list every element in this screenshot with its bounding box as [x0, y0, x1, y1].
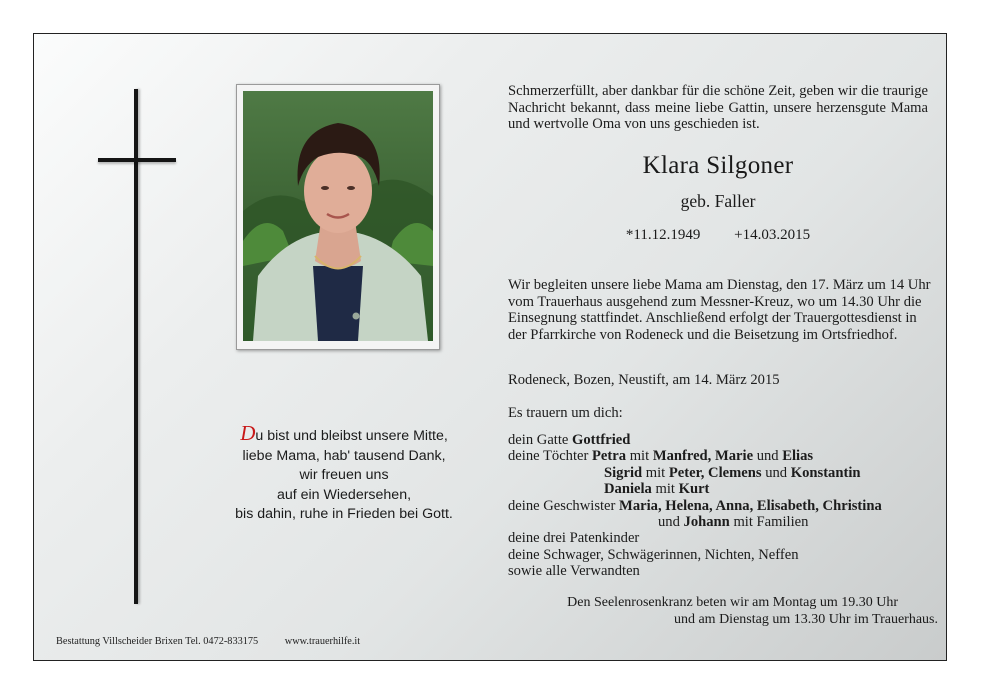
mourner-connector: mit Familien	[729, 514, 809, 531]
mourner-connector: und	[761, 464, 791, 481]
portrait-frame	[236, 84, 440, 350]
poem-line-2: liebe Mama, hab' tausend Dank,	[242, 447, 446, 464]
mourner-husband	[508, 432, 947, 448]
memorial-poem	[184, 421, 504, 525]
mourners-heading: Es trauern um dich:	[508, 405, 623, 421]
ceremony-text: Wir begleiten unsere liebe Mama am Dienstag, den 17. März um 14 Uhr vom Trauerhaus ausgehend zum Messner-Kreuz, wo um 14.30 Uhr die Einsegnung stattfindet. Anschließend erfolgt der Trauergottesdienst in der Pfarrkirche von Rodeneck und die Beisetzung im Ortsfriedhof.	[508, 277, 931, 343]
poem-line-1: u bist und bleibst unsere Mitte,	[255, 428, 448, 444]
mourner-siblings	[508, 498, 947, 514]
poem-line-4: auf ein Wiedersehen,	[276, 486, 412, 503]
place-date: Rodeneck, Bozen, Neustift, am 14. März 2015	[508, 372, 780, 388]
mourner-name: Peter, Clemens	[668, 464, 762, 481]
mourner-connector: mit	[651, 481, 679, 498]
mourner-connector: mit	[642, 464, 669, 481]
rosary-notice	[508, 595, 938, 628]
mourner-daughter-sigrid	[508, 465, 947, 481]
mourner-name: Elias	[782, 448, 814, 465]
cross-horizontal-bar	[98, 158, 176, 162]
mourner-label: deine Geschwister	[508, 497, 620, 514]
poem-dropcap: D	[240, 421, 256, 445]
mourner-name: Konstantin	[790, 464, 861, 481]
mourner-name: Kurt	[678, 481, 710, 498]
mourner-label: deine Töchter	[508, 448, 593, 465]
mourner-name: Petra	[592, 448, 627, 465]
birth-name: geb. Faller	[680, 191, 756, 211]
mourner-name: Maria, Helena, Anna, Elisabeth, Christina	[619, 497, 882, 514]
mourner-name: Gottfried	[572, 432, 631, 448]
intro-text: Schmerzerfüllt, aber dankbar für die schöne Zeit, geben wir die traurige Nachricht bekannt, dass meine liebe Gattin, unsere herzensgute Mama und wertvolle Oma von uns geschieden ist.	[508, 83, 928, 132]
mourners-list	[508, 432, 947, 580]
mourner-name: Sigrid	[604, 464, 643, 481]
mourner-in-laws: deine Schwager, Schwägerinnen, Nichten, Neffen	[508, 546, 799, 563]
portrait-photo	[243, 91, 433, 341]
mourner-connector: mit	[626, 448, 653, 465]
mourner-daughter-daniela	[508, 481, 947, 497]
cross-vertical-bar	[134, 89, 138, 604]
mourner-label: dein Gatte	[508, 432, 573, 448]
death-date: +14.03.2015	[734, 227, 811, 243]
mourner-connector: und	[658, 514, 684, 531]
life-dates	[508, 227, 928, 244]
mourner-sibling-johann	[508, 514, 947, 530]
mourner-name: Manfred, Marie	[652, 448, 754, 465]
mourner-connector: und	[753, 448, 783, 465]
mourner-name: Johann	[683, 514, 730, 531]
poem-line-5: bis dahin, ruhe in Frieden bei Gott.	[235, 506, 453, 522]
undertaker-info: Bestattung Villscheider Brixen Tel. 0472-833175	[56, 636, 259, 647]
rosary-line-2: und am Dienstag um 13.30 Uhr im Trauerhaus.	[673, 611, 938, 627]
birth-date: *11.12.1949	[625, 227, 701, 243]
website-link[interactable]: www.trauerhilfe.it	[284, 636, 361, 647]
rosary-line-1: Den Seelenrosenkranz beten wir am Montag um 19.30 Uhr	[567, 595, 898, 610]
obituary-card	[33, 33, 947, 661]
deceased-name: Klara Silgoner	[642, 152, 794, 179]
mourner-daughter-petra	[508, 448, 947, 464]
footer	[56, 636, 384, 647]
mourner-godchildren: deine drei Patenkinder	[508, 530, 640, 547]
poem-line-3: wir freuen uns	[299, 467, 389, 483]
mourner-name: Daniela	[604, 481, 652, 498]
mourner-relatives: sowie alle Verwandten	[508, 563, 640, 580]
